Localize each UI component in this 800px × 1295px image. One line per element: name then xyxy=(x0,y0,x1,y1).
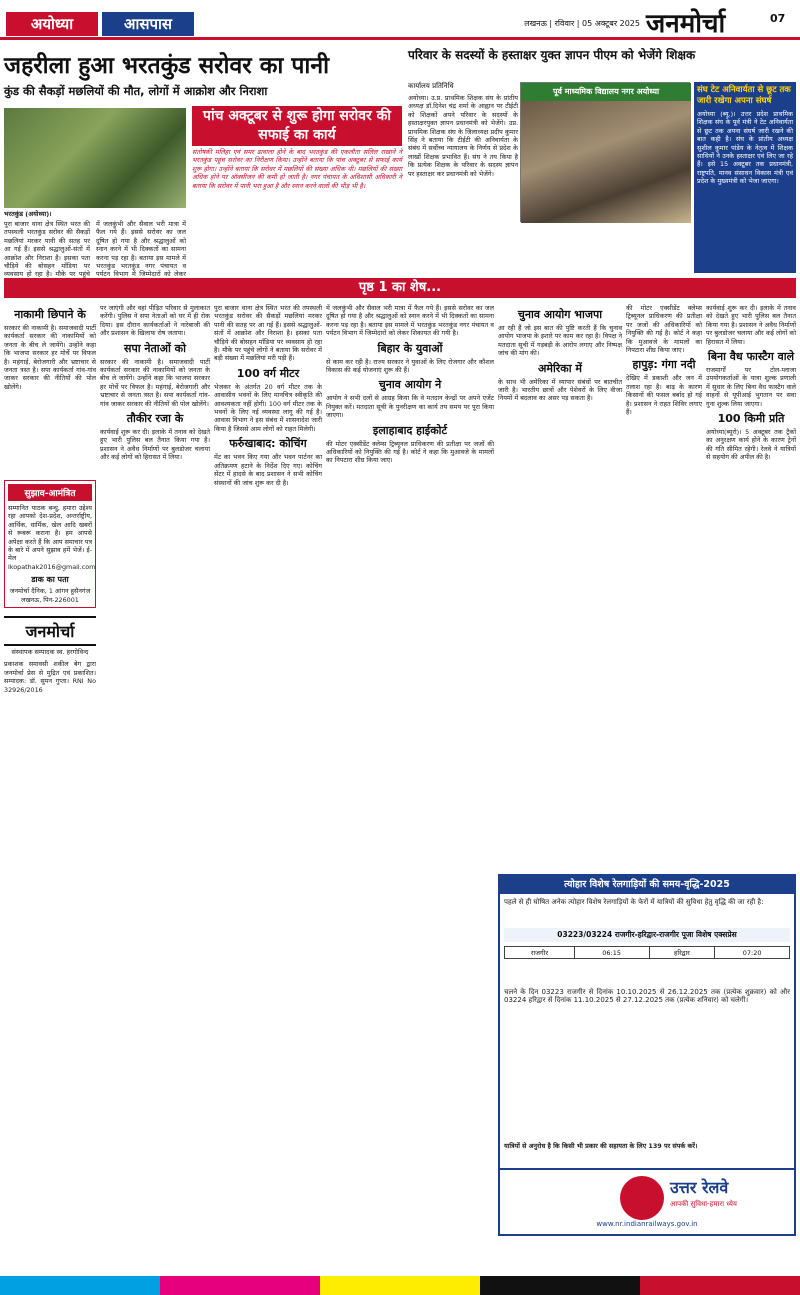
railway-details: चलने के दिन 03223 राजगीर से दिनांक 10.10.2025 से 26.12.2025 तक (प्रत्येक शुक्रवार) को और 03224 हरिद्वार से दिनांक 11.10.2025 से 27.12.2025 तक (प्रत्येक शनिवार) को चलेगी। xyxy=(504,988,790,1005)
column-5 xyxy=(498,304,622,574)
km-body: अयोध्या(ब्यूरो)। 5 अक्टूबर तक ट्रैकों का अनुरक्षण कार्य होने के कारण ट्रेनों की गति सीमित रहेगी। रेलवे ने यात्रियों से सहयोग की अपील की है। xyxy=(706,428,796,462)
printer-line: प्रकाशक समावसी शकील बेग द्वारा जनमोर्चा प्रेस से मुद्रित एवं प्रकाशित। सम्पादक: डॉ. सुमन गुप्ता। RNI No 32926/2016 xyxy=(4,660,96,694)
column-7 xyxy=(706,304,796,864)
farakh-body: मेंट का भवन किए गया और भवन पार्टनर का अतिक्रमण हटाने के निर्देश दिए गए। कोचिंग सेंटर में हादसे के बाद प्रशासन ने सभी कोचिंग संस्थानों की जांच शुरू कर दी है। xyxy=(214,453,322,487)
bihar-body: से काम कर रही है। राज्य सरकार ने युवाओं के लिए रोजगार और कौशल विकास की कई योजनाएं शुरू की हैं। xyxy=(326,357,494,375)
lead-body-1: पुरा बाजार थाना क्षेत्र स्थित भरत की तपस्थली भरतकुंड सरोवर की सैकड़ों मछलियां मरकर पानी की सतह पर आ गई हैं। इससे श्रद्धालुओं-संतों में आक्रोश और निराशा है। इसका पता चौड़िये की बोसहन माँडिया पर व्यवसाय हो रहा है। मौके पर पहुंचे xyxy=(4,220,90,279)
memo-sidebar xyxy=(694,82,796,273)
suggestion-box xyxy=(4,480,96,608)
railway-timetable xyxy=(504,946,790,986)
lead-continuation: पुरा बाजार थाना क्षेत्र स्थित भरत की तपस्थली भरतकुंड सरोवर की सैकड़ों मछलियां मरकर पानी की सतह पर आ गई हैं। इससे श्रद्धालुओं-संतों में आक्रोश और निराशा है। इसका पता चौड़िये की बोसहन माँडिया पर व्यवसाय हो रहा है। मौके पर पहुंचे लोगों ने बताया कि सरोवर में बड़ी संख्या में मछलियां मरी पड़ी हैं। xyxy=(214,304,322,363)
railway-brand xyxy=(500,1168,794,1234)
memo-photo-banner: पूर्व माध्यमिक विद्यालय नगर अयोध्या xyxy=(521,83,691,101)
hapur-body: देखिए में डकाशी और जन में तलाश रहा है। बाढ़ के कारण किसानों की फसल बर्बाद हो गई है। प्रशासन ने राहत शिविर लगाए हैं। xyxy=(626,374,702,417)
founder-note: संस्थापक सम्पादक स्व. हरगोविन्द xyxy=(11,648,89,657)
suggestion-body: सम्मानित पाठक बन्धु, हमारा उद्देश्य रहा आपको देश-प्रदेश, अन्तर्राष्ट्रीय, आर्थिक, धार्मिक, खेल आदि खबरों से रूबरू कराना है। हम आपसे अपेक्षा करते हैं कि आप समाचार पत्र के बारे में अपने सुझाव हमें भेजें। ई-मेल lkopathak2016@gmail.com xyxy=(8,504,96,571)
america-body: के साथ भी अमेरिका में व्यापार संबंधों पर बातचीत जारी है। भारतीय छात्रों और पेशेवरों के लिए वीजा नियमों में बदलाव का असर पड़ सकता है। xyxy=(498,377,622,403)
america-title: अमेरिका में xyxy=(537,361,583,375)
hundred-title: 100 वर्ग मीटर xyxy=(236,366,300,380)
chunav2-body: आयोग ने सभी दलों से आग्रह किया कि वे मतदान केन्द्रों पर अपने एजेंट नियुक्त करें। मतदाता सूची के पुनरीक्षण का कार्य तय समय पर पूरा किया जाएगा। xyxy=(326,394,494,420)
column-6 xyxy=(626,304,702,574)
hapur-title: हापुड़: गंगा नदी xyxy=(632,358,696,372)
bihar-title: बिहार के युवाओं xyxy=(377,341,443,355)
bihar-lead: में जलकुंभी और सैवाल भरी मात्रा में फैल गये हैं। इससे सरोवर का जल दूषित हो गया है और श्रद्धालुओं को स्नान करने में भी दिक्कतों का सामना करना पड़ रहा है। बताया इस मामले में भरतकुंड भरतकुंड नगर पंचायत व पर्यटन विभाग में जिम्मेदारों को लेकर शिकायत की गयी है। xyxy=(326,304,494,338)
column-3 xyxy=(214,304,322,1234)
hc-title: इलाहाबाद हाईकोर्ट xyxy=(372,423,448,437)
railway-brand-name: उत्तर रेलवे xyxy=(670,1178,729,1197)
nakami-body: सरकार की नाकामी है। समाजवादी पार्टी कार्यकर्ता सरकार की नाकामियों को जनता के बीच ले जायेंगे। उन्होंने कहा कि भाजपा सरकार हर मोर्चे पर विफल है। महंगाई, बेरोजगारी और भ्रष्टाचार से जनता त्रस्त है। सपा कार्यकर्ता गांव-गांव जाकर सरकार की नीतियों की पोल खोलेंगे। xyxy=(4,324,96,391)
section-ayodhya[interactable]: अयोध्या xyxy=(6,12,98,36)
farakh-title: फर्रुखाबाद: कोचिंग xyxy=(229,437,307,451)
column-2 xyxy=(100,304,210,1234)
railway-heading: त्योहार विशेष रेलगाड़ियों की समय-वृद्धि-2025 xyxy=(500,876,794,894)
memo-headline: परिवार के सदस्यों के हस्ताक्षर युक्त ज्ञापन पीएम को भेजेंगे शिक्षक xyxy=(408,48,696,62)
railway-logo-icon xyxy=(620,1176,664,1220)
fasttrack-lead: कार्यवाई शुरू कर दी। इलाके में तनाव को देखते हुए भारी पुलिस बल तैनात किया गया है। प्रशासन ने अवैध निर्माणों पर बुलडोजर चलाया और कई लोगों को हिरासत में लिया। xyxy=(706,304,796,346)
column-4 xyxy=(326,304,494,1234)
sapa-lead-body: पर जाएंगी और वहां पीड़ित परिवार से मुलाकात करेंगी। पुलिस ने सपा नेताओं को घर में ही रोक दिया। इस दौरान कार्यकर्ताओं ने नारेबाजी की और प्रशासन के खिलाफ रोष जताया। xyxy=(100,304,210,338)
railway-footer-note: यात्रियों से अनुरोध है कि किसी भी प्रकार की सहायता के लिए 139 पर संपर्क करें। xyxy=(504,1142,698,1150)
taukir-title: तौकीर रजा के xyxy=(126,412,184,426)
page-number: 07 xyxy=(770,12,786,25)
brand-logo: जनमोर्चा xyxy=(4,616,96,646)
memo-story xyxy=(408,48,796,273)
masthead xyxy=(0,0,800,40)
memo-body: अयोध्या। उ.प्र. प्राथमिक शिक्षक संघ के प्रांतीय अध्यक्ष डॉ.दिनेश चंद्र शर्मा के आह्वान पर टीईटी को शिक्षकों अपने परिवार के सदस्यों के हस्ताक्षरयुक्त ज्ञापन प्रधानमंत्री को भेजेंगे। उप्र. प्राथमिक शिक्षक संघ के जिलाध्यक्ष प्रदीप कुमार सिंह ने बताया कि टीईटी की अनिवार्यता के संबंध में सर्वोच्च न्यायालय के निर्णय से प्रदेश के लाखों शिक्षक प्रभावित हैं। संघ ने तय किया है कि प्रत्येक शिक्षक के परिवार के सदस्य ज्ञापन पर हस्ताक्षर कर प्रधानमंत्री को भेजेंगे। xyxy=(408,94,518,178)
issue-meta: लखनऊ | रविवार | 05 अक्टूबर 2025 xyxy=(524,19,640,28)
lead-body-2: में जलकुंभी और सैवाल भरी मात्रा में फैल गये हैं। इससे सरोवर का जल दूषित हो गया है और श्रद्धालुओं को स्नान करने में भी दिक्कतों का सामना करना पड़ रहा है। बताया इस मामले में भरतकुंड भरतकुंड नगर पंचायत व पर्यटन विभाग में जिम्मेदारों को लेकर xyxy=(96,220,186,279)
chunav-title: चुनाव आयोग भाजपा xyxy=(517,308,603,321)
fasttrack-title: बिना वैध फास्टैग वाले xyxy=(707,350,795,364)
lead-headline: जहरीला हुआ भरतकुंड सरोवर का पानी xyxy=(4,53,330,79)
railway-train-name: 03223/03224 राजगीर-हरिद्वार-राजगीर पूजा विशेष एक्सप्रेस xyxy=(504,928,790,942)
railway-web[interactable]: www.nr.indianrailways.gov.in xyxy=(596,1220,698,1228)
chunav-body: आ रही हैं जो इस बात की पुष्टि करती हैं कि चुनाव आयोग भाजपा के इशारे पर काम कर रहा है। विपक्ष ने मतदाता सूची में गड़बड़ी के आरोप लगाए और निष्पक्ष जांच की मांग की। xyxy=(498,324,622,358)
hundred-body: भेजकर के अंतर्गत 20 वर्ग मीटर तक के आवासीय भवनों के लिए मानचित्र स्वीकृति की आवश्यकता नहीं होगी। 100 वर्ग मीटर तक के भवनों के लिए नई व्यवस्था लागू की गई है। आवास विभाग ने इस संबंध में शासनादेश जारी किया है जिससे आम लोगों को राहत मिलेगी। xyxy=(214,382,322,433)
station-to: हरिद्वार xyxy=(649,947,715,959)
km-title: 100 किमी प्रति xyxy=(717,412,785,426)
lead-subhead: कुंड की सैकड़ों मछलियों की मौत, लोगों में आक्रोश और निराशा xyxy=(4,84,268,98)
arrival-time: 07:20 xyxy=(715,947,790,959)
lead-dateline: भरतकुंड (अयोध्या)। xyxy=(4,210,52,218)
railway-intro: पहले से ही घोषित अनेक त्योहार विशेष रेलगाड़ियों के फेरों में यात्रियों की सुविधा हेतु वृद्धि की जा रही है: xyxy=(504,898,764,906)
paper-name: जनमोर्चा xyxy=(646,9,726,39)
continued-banner: पृष्ठ 1 का शेष... xyxy=(4,278,796,298)
taukir-body: कार्यवाई शुरू कर दी। इलाके में तनाव को देखते हुए भारी पुलिस बल तैनात किया गया है। प्रशासन ने अवैध निर्माणों पर बुलडोजर चलाया और कई लोगों को हिरासत में लिया। xyxy=(100,428,210,462)
lead-callout-body: संतोषकी मलिहा एवं समर ढावाला होने के बाद भरतकुंड की एकलौता सलिल राखाने ने भरतकुंड पहुंच सरोवर का निरीक्षण किया। उन्होंने बताया कि पांच अक्टूबर से सफाई कार्य शुरू होगा। उन्होंने बताया कि सरोवर में मछलियों की संख्या अधिक थी। मछलियों की संख्या अधिक होने पर ऑक्सीजन की कमी हो जाती है। नगर पंचायत के अधिशासी अधिकारी ने बताया कि सरोवर में पानी भरा हुआ है और स्नान करने वालों की भीड़ भी है। xyxy=(192,148,402,190)
sapa-title: सपा नेताओं को xyxy=(124,341,186,355)
sapa-body: सरकार की नाकामी है। समाजवादी पार्टी कार्यकर्ता सरकार की नाकामियों को जनता के बीच ले जायेंगे। उन्होंने कहा कि भाजपा सरकार हर मोर्चे पर विफल है। महंगाई, बेरोजगारी और भ्रष्टाचार से जनता त्रस्त है। सपा कार्यकर्ता गांव-गांव जाकर सरकार की नीतियों की पोल खोलेंगे। xyxy=(100,357,210,408)
memo-photo xyxy=(520,82,690,222)
contact-body: जनमोर्चा दैनिक, 1 आंगन हुसैनगंज लखनऊ, पिन-226001 xyxy=(9,587,91,604)
fasttrack-body: राजमार्गों पर टोल-प्लाजा उपयोगकर्ताओं के यात्रा शुल्क प्रणाली में सुधार के लिए बिना वैध फास्टैग वाले वाहनों से यूपीआई भुगतान पर सवा गुना शुल्क लिया जाएगा। xyxy=(706,366,796,408)
hc-body: की मोटर एक्सीडेंट क्लेम्स ट्रिब्यूनल प्राधिकरण की प्रतीक्षा पर जजों की अधिकारियों को नियुक्ति की गई है। कोर्ट ने कहा कि मुआवजे के मामलों का निपटारा शीघ्र किया जाए। xyxy=(326,439,494,465)
section-aaspass[interactable]: आसपास xyxy=(102,12,194,36)
departure-time: 06:15 xyxy=(574,947,649,959)
memo-office: कार्यालय प्रतिनिधि xyxy=(408,82,454,90)
hc-continuation: की मोटर एक्सीडेंट क्लेम्स ट्रिब्यूनल प्राधिकरण की प्रतीक्षा पर जजों की अधिकारियों को नियुक्ति की गई है। कोर्ट ने कहा कि मुआवजे के मामलों का निपटारा शीघ्र किया जाए। xyxy=(626,304,702,355)
lead-story xyxy=(4,48,402,279)
lead-photo xyxy=(4,108,186,208)
railway-tagline: आपकी सुविधा-हमारा ध्येय xyxy=(670,1200,737,1208)
railway-ad xyxy=(498,874,796,1236)
memo-sidebar-head: संघ टेट अनिवार्यता से छूट तक जारी रखेगा अपना संघर्ष xyxy=(697,85,791,106)
contact-title: डाक का पता xyxy=(31,575,69,585)
nakami-title: नाकामी छिपाने के xyxy=(14,308,86,321)
station-from: राजगीर xyxy=(505,947,575,959)
chunav2-title: चुनाव आयोग ने xyxy=(378,378,442,392)
lead-callout: पांच अक्टूबर से शुरू होगा सरोवर की सफाई का कार्य xyxy=(192,106,402,146)
column-1 xyxy=(4,304,96,1234)
suggestion-title: सुझाव-आमंत्रित xyxy=(8,484,92,501)
memo-sidebar-body: अयोध्या (ब्यू.)। उत्तर प्रदेश प्राथमिक शिक्षक संघ के पूर्व मंत्री ने टेट अनिवार्यता से छूट तक अपना संघर्ष जारी रखने की बात कही है। संघ के प्रांतीय अध्यक्ष सुशील कुमार पांडेय के नेतृत्व में शिक्षक साथियों ने उनके हस्ताक्षर एवं लिए जा रहे हैं। इसे 15 अक्टूबर तक प्रधानमंत्री, राष्ट्रपति, मानव संसाधन विकास मंत्री एवं प्रदेश के मुख्यमंत्री को भेजा जाएगा। xyxy=(697,110,793,186)
memo-photo-image xyxy=(521,101,691,223)
bottom-color-bar xyxy=(0,1276,800,1295)
